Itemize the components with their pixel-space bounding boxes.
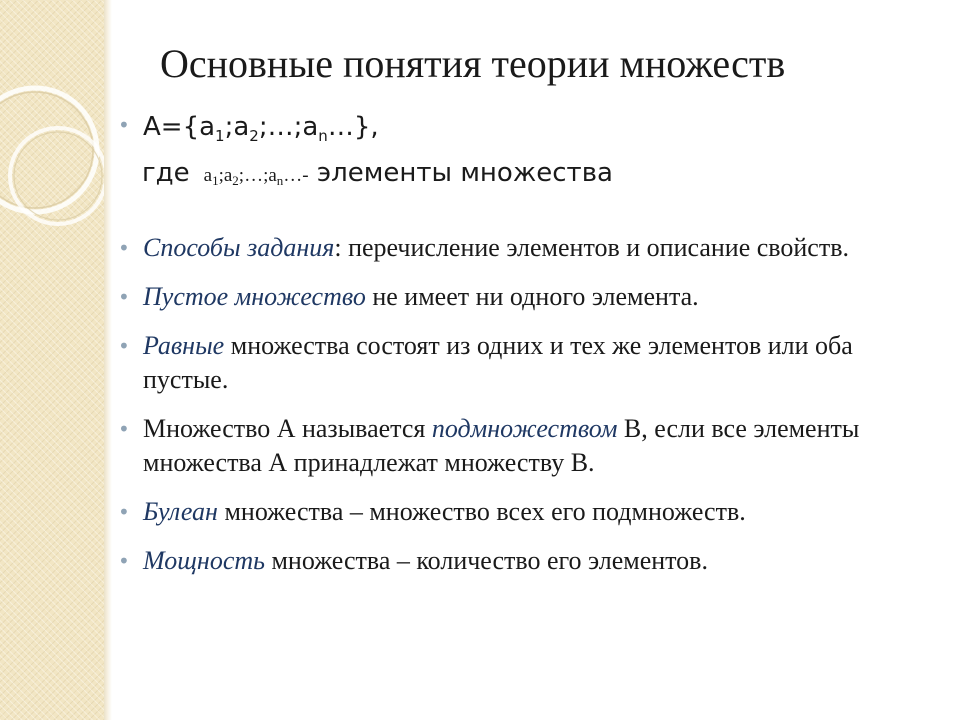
definitions-list: [118, 231, 918, 593]
bullet-icon: •: [118, 236, 130, 260]
formula-explanation: [142, 158, 613, 189]
term-equal: Равные: [143, 331, 225, 360]
bullet-icon: •: [118, 285, 130, 309]
bullet-icon: •: [118, 113, 130, 137]
decorative-sidebar: [0, 0, 104, 720]
element-sequence: $a_1;a_2;\dots;a_n\dots-$: [203, 165, 309, 188]
term-power-set: Булеан: [143, 497, 218, 526]
list-item-empty-set: • Пустое множество не имеет ни одного элемента.: [118, 280, 918, 314]
where-word: где: [142, 158, 190, 188]
sidebar-edge: [104, 0, 112, 720]
slide-title: Основные понятия теории множеств: [160, 41, 786, 86]
list-item-methods: • Способы задания: перечисление элементов и описание свойств.: [118, 231, 918, 265]
list-item-equal-sets: • Равные множества состоят из одних и тех же элементов или оба пустые.: [118, 331, 853, 394]
term-empty-set: Пустое множество: [143, 282, 366, 311]
bullet-icon: •: [118, 500, 130, 524]
bullet-icon: •: [118, 334, 130, 358]
list-item-subset: • Множество А называется подмножеством В, если все элементы множества А принадлежат множеству В.: [118, 414, 860, 477]
bullet-icon: •: [118, 417, 130, 441]
list-item-cardinality: • Мощность множества – количество его элементов.: [118, 544, 918, 578]
term-subset: подмножеством: [431, 414, 618, 443]
set-formula: • $A=\{a_1;a_2;\dots;a_n\dots\}$,: [118, 112, 379, 145]
list-item-power-set: • Булеан множества – множество всех его подмножеств.: [118, 495, 918, 529]
sidebar-circles-ornament: [0, 0, 104, 720]
term-methods: Способы задания: [143, 233, 335, 262]
term-cardinality: Мощность: [143, 546, 265, 575]
bullet-icon: •: [118, 549, 130, 573]
elements-description: элементы множества: [316, 158, 613, 188]
